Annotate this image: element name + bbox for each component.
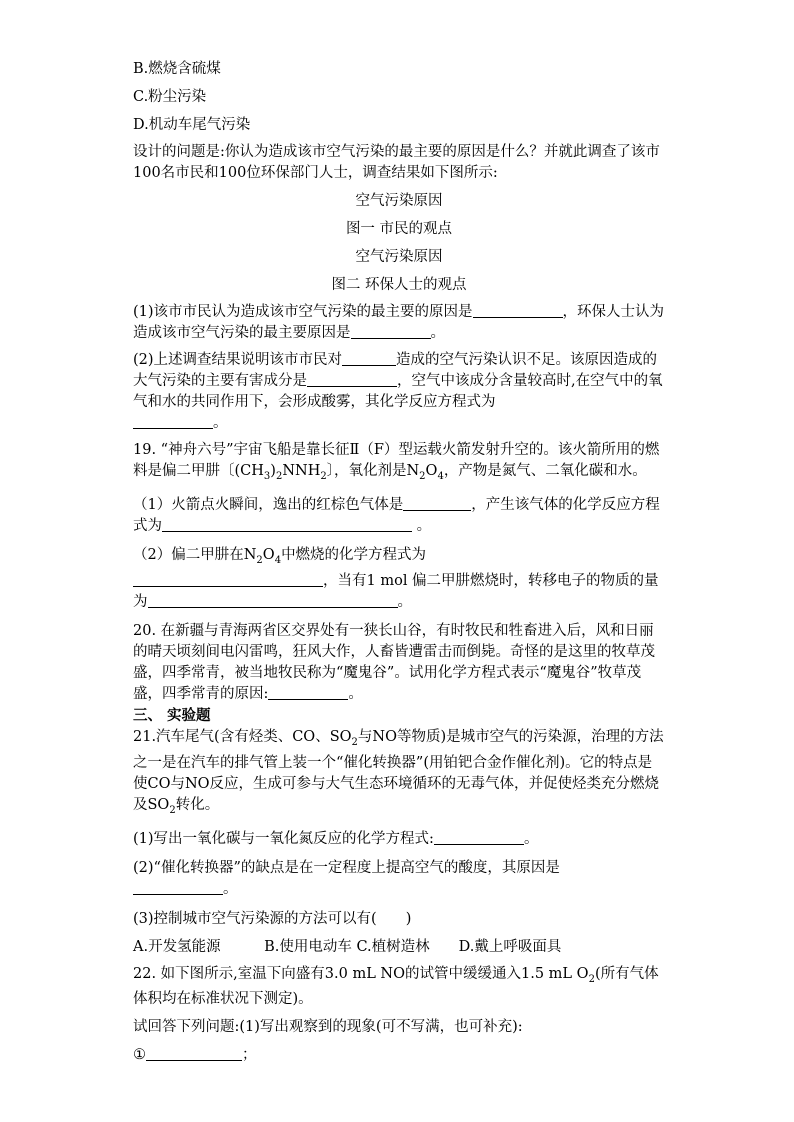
answer-blank[interactable] <box>146 1045 242 1061</box>
question-22-prompt: 试回答下列问题:(1)写出观察到的现象(可不写满，也可补充): <box>133 1019 523 1036</box>
answer-blank[interactable] <box>133 879 223 895</box>
answer-blank[interactable] <box>473 302 563 318</box>
question-21-part-1: (1)写出一氧化碳与一氧化氮反应的化学方程式: 。 <box>133 830 539 847</box>
answer-blank[interactable] <box>133 413 213 429</box>
question-21-part-3: (3)控制城市空气污染源的方法可以有( ) <box>133 910 412 927</box>
answer-blank[interactable] <box>148 592 398 608</box>
answer-blank[interactable] <box>351 323 431 339</box>
question-18-part-2: (2)上述调查结果说明该市市民对 造成的空气污染认识不足。该原因造成的大气污染的主要有害成分是 ，空气中该成分含量较高时,在空气中的氧气和水的共同作用下，会形成酸雾，其化学反应方程式为 。 <box>133 352 663 431</box>
question-19-part-1: （1）火箭点火瞬间，逸出的红棕色气体是 ，产生该气体的化学反应方程式为 。 <box>133 496 660 534</box>
answer-blank[interactable] <box>403 495 471 511</box>
answer-blank[interactable] <box>162 516 412 532</box>
question-19: 19. “神舟六号”宇宙飞船是靠长征Ⅱ（F）型运载火箭发射升空的。该火箭所用的燃料是偏二甲肼〔$(CH_3)_2NNH_2$〕，氧化剂是$N_2O_4$，产物是氮气、二氧化碳和水。 <box>133 442 660 482</box>
document-page <box>133 58 665 1066</box>
option-b: B.燃烧含硫煤 <box>133 61 221 77</box>
answer-blank[interactable] <box>434 829 524 845</box>
figure1-caption: 图一 市民的观点 <box>345 221 453 237</box>
question-20: 20. 在新疆与青海两省区交界处有一狭长山谷，有时牧民和牲畜进入后，风和日丽的晴天顷刻间电闪雷鸣，狂风大作，人畜皆遭雷击而倒毙。奇怪的是这里的牧草茂盛，四季常青，被当地牧民称为“魔鬼谷”。试用化学方程式表示“魔鬼谷”牧草茂盛，四季常青的原因: 。 <box>133 622 655 702</box>
survey-intro: 设计的问题是:你认为造成该市空气污染的最主要的原因是什么？并就此调查了该市100名市民和100位环保部门人士，调查结果如下图所示: <box>133 144 660 181</box>
question-22-item-1: ① ； <box>133 1047 257 1064</box>
answer-blank[interactable] <box>342 350 396 366</box>
answer-blank[interactable] <box>133 571 323 587</box>
figure1-title: 空气污染原因 <box>355 193 443 209</box>
answer-blank[interactable] <box>268 684 348 700</box>
question-22: 22. 如下图所示,室温下向盛有3.0 mL NO的试管中缓缓通入1.5 mL $O_2$(所有气体体积均在标准状况下测定)。 <box>133 965 659 1008</box>
question-21: 21.汽车尾气(含有烃类、CO、$SO_2$与NO等物质)是城市空气的污染源，治理的方法之一是在汽车的排气管上装一个“催化转换器”(用铂钯合金作催化剂)。它的特点是使CO与NO反应，生成可参与大气生态环境循环的无毒气体，并促使烃类充分燃烧及$SO_2$转化。 <box>133 728 664 816</box>
section-heading: 三、 实验题 <box>133 706 211 724</box>
question-21-options: A.开发氢能源 B.使用电动车 C.植树造林 D.戴上呼吸面具 <box>133 938 562 955</box>
answer-blank[interactable] <box>307 371 397 387</box>
figure2-title: 空气污染原因 <box>355 249 443 265</box>
figure2-caption: 图二 环保人士的观点 <box>331 277 467 293</box>
option-c: C.粉尘污染 <box>133 89 207 105</box>
option-d: D.机动车尾气污染 <box>133 117 251 133</box>
question-19-part-2: （2）偏二甲肼在$N_2O_4$中燃烧的化学方程式为 ，当有1 mol 偏二甲肼燃烧时，转移电子的物质的量为 。 <box>133 546 659 610</box>
question-18-part-1: (1)该市市民认为造成该市空气污染的最主要的原因是 ，环保人士认为造成该市空气污染的最主要原因是 。 <box>133 304 665 341</box>
question-21-part-2: (2)“催化转换器”的缺点是在一定程度上提高空气的酸度，其原因是 。 <box>133 859 560 897</box>
